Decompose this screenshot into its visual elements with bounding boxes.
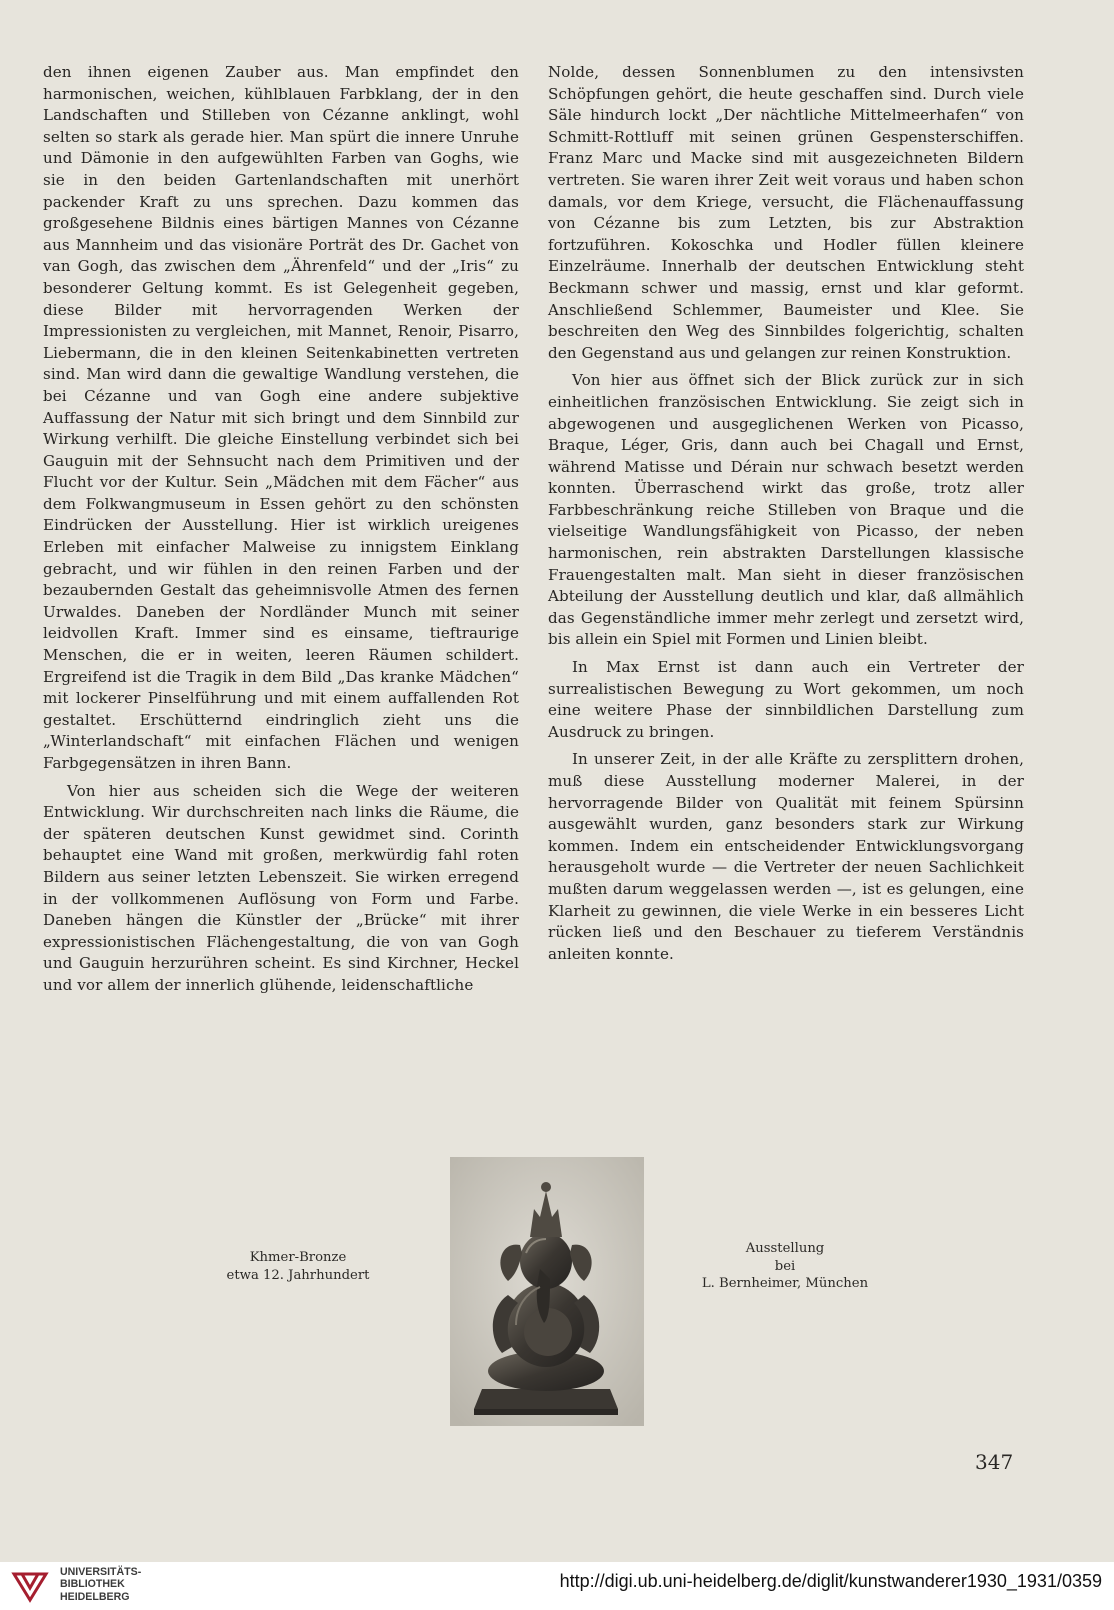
caption-line: bei	[774, 1258, 796, 1274]
left-text-column	[43, 62, 519, 997]
library-name	[60, 1566, 141, 1603]
source-url-link[interactable]: http://digi.ub.uni-heidelberg.de/diglit/kunstwanderer1930_1931/0359	[559, 1571, 1102, 1591]
caption-line: L. Bernheimer, München	[701, 1276, 869, 1291]
caption-line: etwa 12. Jahrhundert	[226, 1267, 370, 1283]
caption-line: Ausstellung	[745, 1241, 825, 1256]
paragraph: In Max Ernst ist dann auch ein Vertreter der surrealistischen Bewegung zu Wort gekommen, um noch eine weitere Phase der sinnbildlichen Darstellung zum Ausdruck zu bringen.	[548, 658, 1024, 741]
paragraph: In unserer Zeit, in der alle Kräfte zu zersplittern drohen, muß diese Ausstellung moderner Malerei, in der hervorragende Bilder von Qualität mit feinem Spürsinn ausgewählt wurden, ganz besonders stark zur Wirkung kommen. Indem ein entscheidender Entwicklungsvorgang herausgeholt wurde — die Vertreter der neuen Sachlichkeit mußten darum weggelassen werden —, ist es gelungen, eine Klarheit zu gewinnen, die viele Werke in ein besseres Licht rücken ließ und den Beschauer zu tieferem Verständnis anleiten konnte.	[548, 750, 1024, 963]
university-library-logo-icon	[10, 1570, 50, 1604]
ganesha-statue-image	[450, 1157, 644, 1426]
paragraph: Von hier aus scheiden sich die Wege der weiteren Entwicklung. Wir durchschreiten nach links die Räume, die der späteren deutschen Kunst gewidmet sind. Corinth behauptet eine Wand mit großen, merkwürdig fahl roten Bildern aus seiner letzten Lebenszeit. Sie wirken erregend in der vollkommenen Auflösung von Form und Farbe. Daneben hängen die Künstler der „Brücke“ mit ihrer expressionistischen Flächengestaltung, die von van Gogh und Gauguin herzurühren scheint. Es sind Kirchner, Heckel und vor allem der innerlich glühende, leidenschaftliche	[43, 781, 519, 994]
paragraph: den ihnen eigenen Zauber aus. Man empfindet den harmonischen, weichen, kühlblauen Farbklang, der in den Landschaften und Stilleben von Cézanne anklingt, wohl selten so stark als gerade hier. Man spürt die innere Unruhe und Dämonie in den aufgewühlten Farben van Goghs, wie sie in den beiden Gartenlandschaften mit unerhört packender Kraft zu uns sprechen. Dazu kommen das großgesehene Bildnis eines bärtigen Mannes von Cézanne aus Mannheim und das visionäre Porträt des Dr. Gachet von van Gogh, das zwischen dem „Ährenfeld“ und der „Iris“ zu besonderer Geltung kommt. Es ist Gelegenheit gegeben, diese Bilder mit hervorragenden Werken der Impressionisten zu vergleichen, mit Mannet, Renoir, Pisarro, Liebermann, die in den kleinen Seitenkabinetten vertreten sind. Man wird dann die gewaltige Wandlung verstehen, die bei Cézanne und van Gogh eine andere subjektive Auffassung der Natur mit sich bringt und dem Sinnbild zur Wirkung verhilft. Die gleiche Einstellung verbindet sich bei Gauguin mit der Sehnsucht nach dem Primitiven und der Flucht vor der Kultur. Sein „Mädchen mit dem Fächer“ aus dem Folkwangmuseum in Essen gehört zu den schönsten Eindrücken der Ausstellung. Hier ist wirklich ureigenes Erleben mit einfacher Malweise zu innigstem Einklang gebracht, und wir fühlen in den reinen Farben und der bezaubernden Gestalt das geheimnisvolle Atmen des fernen Urwaldes. Daneben der Nordländer Munch mit seiner leidvollen Kraft. Immer sind es einsame, tieftraurige Menschen, die er in weiten, leeren Räumen schildert. Ergreifend ist die Tragik in dem Bild „Das kranke Mädchen“ mit lockerer Pinselführung und mit einem auffallenden Rot gestaltet. Erschütternd eindringlich zieht uns die „Winterlandschaft“ mit einfachen Flächen und wenigen Farbgegensätzen in ihren Bann.	[43, 63, 519, 772]
library-name-line: HEIDELBERG	[60, 1590, 130, 1603]
page-number: 347	[975, 1450, 1014, 1474]
figure-caption-left	[208, 1249, 388, 1284]
library-name-line: UNIVERSITÄTS-	[60, 1566, 142, 1578]
figure-caption-right	[675, 1240, 895, 1293]
right-text-column	[548, 62, 1024, 965]
khmer-bronze-photo	[450, 1157, 644, 1426]
paragraph: Von hier aus öffnet sich der Blick zurück zur in sich einheitlichen französischen Entwicklung. Sie zeigt sich in abgewogenen und ausgeglichenen Werken von Picasso, Braque, Léger, Gris, dann auch bei Chagall und Ernst, während Matisse und Dérain nur schwach besetzt werden konnten. Überraschend wirkt das große, trotz aller Farbbeschränkung reiche Stilleben von Braque und die vielseitige Wandlungsfähigkeit von Picasso, der neben harmonischen, rein abstrakten Darstellungen klassische Frauengestalten malt. Man sieht in dieser französischen Abteilung der Ausstellung deutlich und klar, daß allmählich das Gegenständliche immer mehr zerlegt und zersetzt wird, bis allein ein Spiel mit Formen und Linien bleibt.	[548, 371, 1024, 649]
caption-line: Khmer-Bronze	[249, 1250, 347, 1265]
paragraph: Nolde, dessen Sonnenblumen zu den intensivsten Schöpfungen gehört, die heute geschaffen sind. Durch viele Säle hindurch lockt „Der nächtliche Mittelmeerhafen“ von Schmitt-Rottluff mit seinen grünen Gespensterschiffen. Franz Marc und Macke sind mit ausgezeichneten Bildern vertreten. Sie waren ihrer Zeit weit voraus und haben schon damals, vor dem Kriege, versucht, die Flächenauffassung von Cézanne bis zum Letzten, bis zur Abstraktion fortzuführen. Kokoschka und Hodler füllen kleinere Einzelräume. Innerhalb der deutschen Entwicklung steht Beckmann schwer und massig, ernst und klar geformt. Anschließend Schlemmer, Baumeister und Klee. Sie beschreiten den Weg des Sinnbildes folgerichtig, schalten den Gegenstand aus und gelangen zur reinen Konstruktion.	[548, 63, 1024, 362]
library-name-line: BIBLIOTHEK	[60, 1578, 125, 1591]
